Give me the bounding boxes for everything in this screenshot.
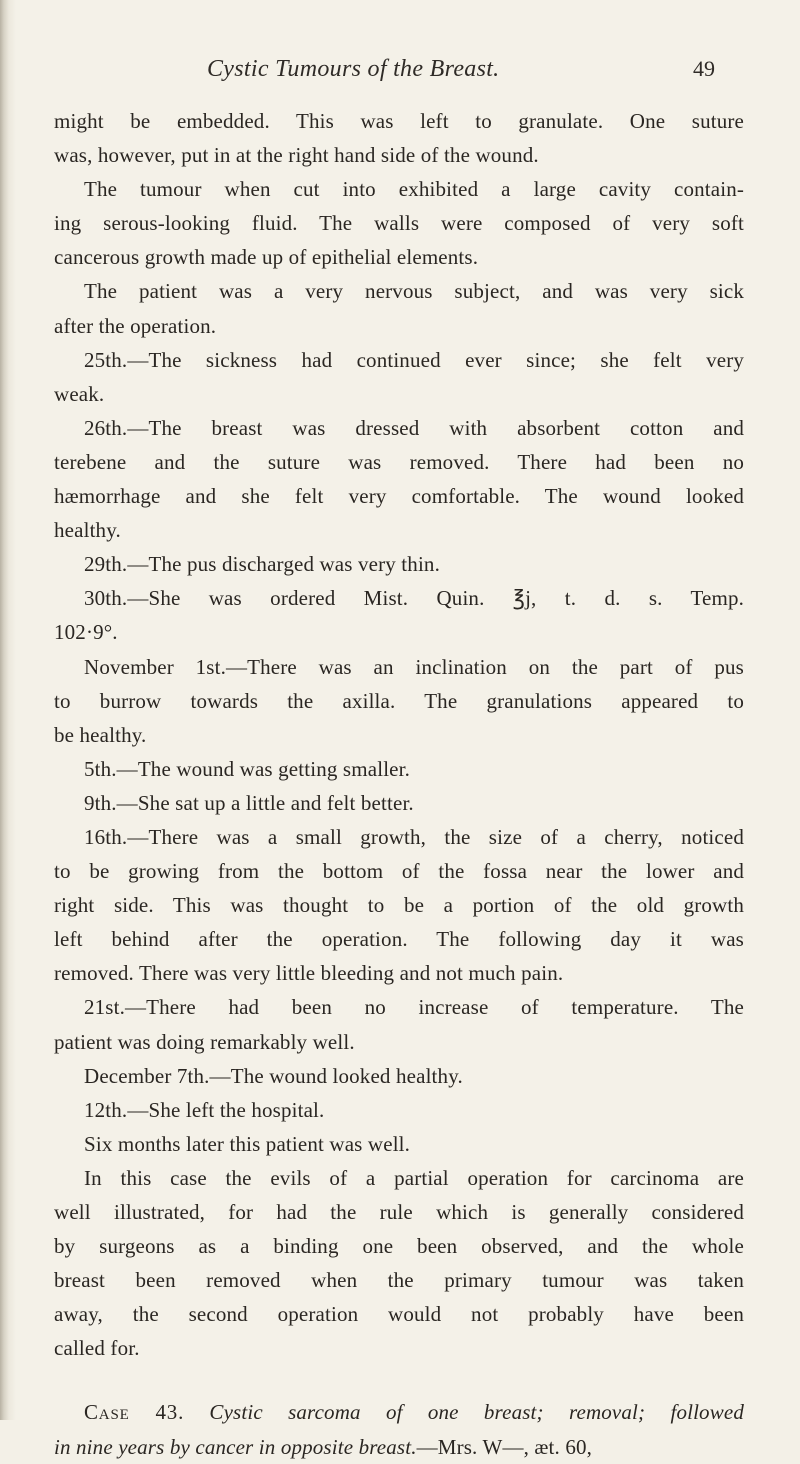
text-line: Six months later this patient was well. [84,1131,411,1156]
text-line: to burrow towards the axilla. The granulations appeared to [54,688,744,713]
text-line: might be embedded. This was left to granulate. One suture [54,109,744,133]
case-heading-line [54,1430,744,1464]
text-line: breast been removed when the primary tumour was taken [54,1268,744,1293]
text-line: right side. This was thought to be a portion of the old growth [54,893,744,918]
running-title: Cystic Tumours of the Breast. [207,56,500,82]
text-line: to be growing from the bottom of the fossa near the lower and [54,859,744,884]
text-line: 16th.—There was a small growth, the size of a cherry, noticed [84,824,744,849]
page-number: 49 [693,56,715,81]
text-line: be healthy. [54,722,147,747]
text-line: removed. There was very little bleeding and not much pain. [54,961,564,986]
text-line: 21st.—There had been no increase of temperature. The [84,995,744,1020]
page-binding-edge [0,0,16,1420]
text-line: The tumour when cut into exhibited a large cavity contain- [84,177,744,202]
case-patient: —Mrs. W—, æt. 60, [416,1434,593,1459]
text-line: called for. [54,1336,140,1361]
text-line: 9th.—She sat up a little and felt better. [84,790,414,815]
text-line: 26th.—The breast was dressed with absorbent cotton and [84,415,744,440]
text-line: by surgeons as a binding one been observed, and the whole [54,1234,744,1259]
text-line: terebene and the suture was removed. There had been no [54,449,744,474]
text-line: 5th.—The wound was getting smaller. [84,756,411,781]
case-title: Cystic sarcoma of one breast; removal; followed [209,1400,744,1425]
case-title-continued: in nine years by cancer in opposite breast. [54,1434,417,1459]
text-line: was, however, put in at the right hand side of the wound. [54,143,539,168]
text-line: November 1st.—There was an inclination on the part of pus [84,654,744,679]
body-text [54,104,744,1464]
text-line: weak. [54,381,105,406]
text-line: December 7th.—The wound looked healthy. [84,1063,463,1088]
text-line: 30th.—She was ordered Mist. Quin. ℥j, t. d. s. Temp. [84,586,744,611]
page-header [0,56,800,90]
text-line: 29th.—The pus discharged was very thin. [84,552,440,577]
text-line: patient was doing remarkably well. [54,1029,355,1054]
text-line: 12th.—She left the hospital. [84,1097,325,1122]
text-line: 102·9°. [54,620,118,645]
text-line: left behind after the operation. The following day it was [54,927,744,952]
text-line: away, the second operation would not probably have been [54,1302,744,1327]
text-line: well illustrated, for had the rule which is generally considered [54,1200,744,1224]
text-line: cancerous growth made up of epithelial elements. [54,245,479,270]
text-line: after the operation. [54,313,217,338]
text-line: ing serous-looking fluid. The walls were composed of very soft [54,211,744,236]
case-heading-line [54,1395,744,1429]
text-line: The patient was a very nervous subject, and was very sick [84,279,744,304]
text-line: hæmorrhage and she felt very comfortable. The wound looked [54,484,744,509]
section-gap [54,1365,744,1395]
text-line: healthy. [54,518,121,543]
case-label: Case 43. [84,1400,185,1425]
text-line: 25th.—The sickness had continued ever since; she felt very [84,347,744,372]
text-line: In this case the evils of a partial operation for carcinoma are [84,1165,744,1190]
